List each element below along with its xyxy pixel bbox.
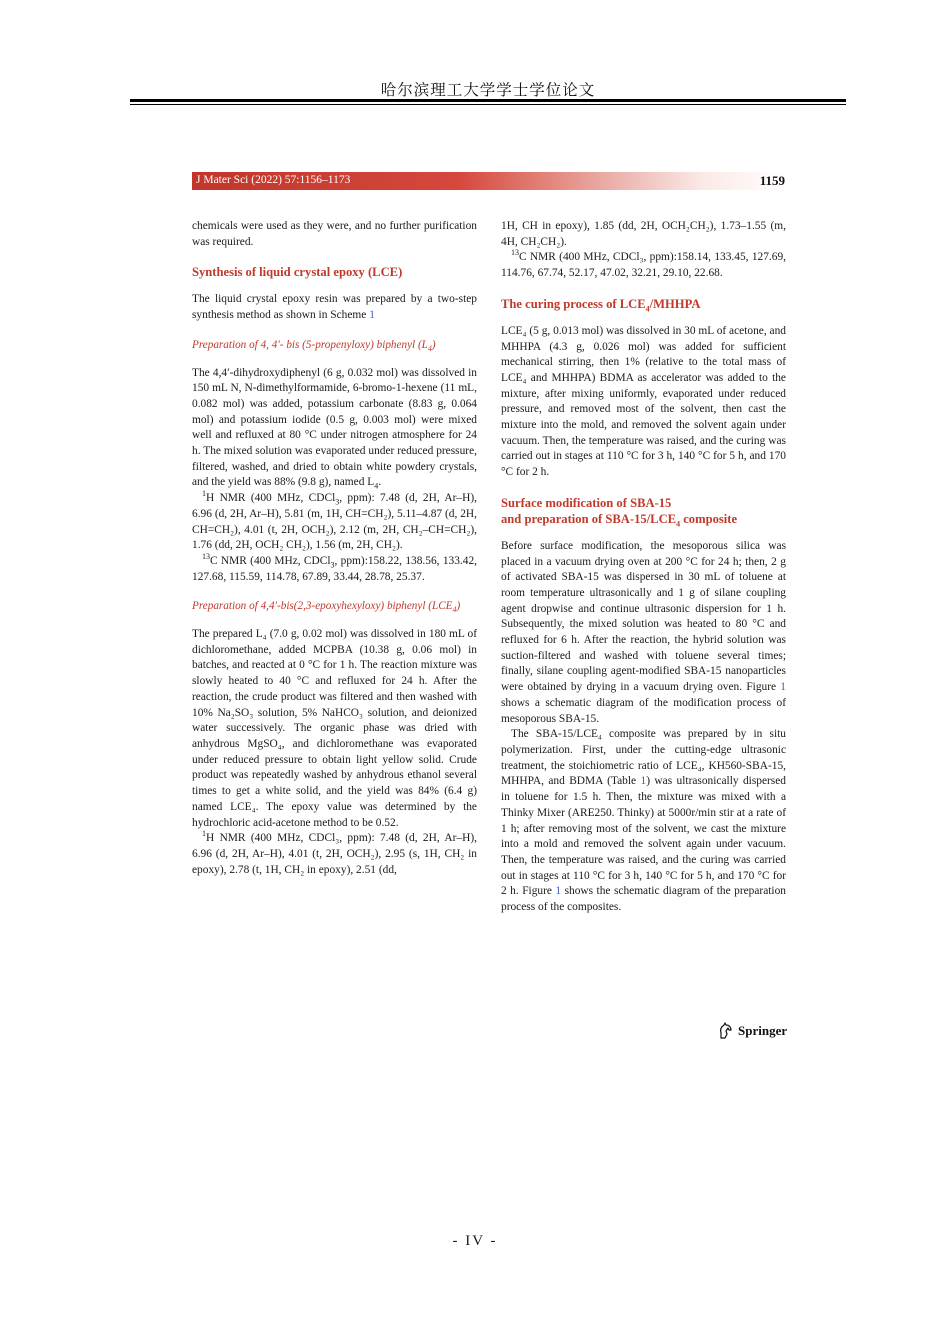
paragraph-composite: [501, 727, 786, 915]
paragraph-text: The 4,4′-dihydroxydiphenyl (6 g, 0.032 mol) was dissolved in 150 mL N, N-dimethylformamide, 6-bromo-1-hexene (11 mL, 0.082 mol) was added, potassium carbonate (8.83 g, 0.064 mol) and potassium iodide (0.5 g, 0.003 mol) were mixed well and refluxed at 80 °C under nitrogen atmosphere for 24 h. The mixed solution was evaporated under reduced pressure, filtered, washed, and dried to obtain white powdery crystals, and the yield was 88% (9.8 g), named L: [192, 366, 477, 489]
page-number: - IV -: [452, 1233, 498, 1249]
subscript: 4: [645, 304, 650, 314]
header-rule-thin: [130, 104, 846, 105]
journal-citation: J Mater Sci (2022) 57:1156–1173: [196, 174, 351, 186]
subscript: 4: [676, 519, 681, 529]
journal-header-bar: [192, 172, 786, 190]
paragraph-text: C NMR (400 MHz, CDCl: [210, 554, 331, 567]
figure-link[interactable]: 1: [780, 681, 786, 694]
subscript: 4: [452, 605, 457, 615]
paragraph-hnmr-lce4: [192, 831, 477, 878]
scheme-link[interactable]: 1: [369, 309, 375, 322]
paragraph-surface-mod: [501, 539, 786, 727]
header-rule-thick: [130, 99, 846, 102]
paragraph-cnmr-lce4: [501, 250, 786, 281]
paragraph-chemicals: chemicals were used as they were, and no further purification was required.: [192, 220, 477, 248]
table-link[interactable]: 1: [640, 775, 647, 788]
paragraph-text: ) was ultrasonically dispersed in toluene for 1.5 h. Then, the mixture was mixed with a Thinky Mixer (ARE250. Thinky) at 5000r/min stir at a rate of 1 h; after removing most of the solvent, we cast the mixture into a mold and removed the solvent again under vacuum. Then, the temperature was raised, and the curing was carried out in stages at 110 °C for 3 h, 140 °C for 5 h, and 170 °C for 2 h. Figure: [501, 775, 786, 898]
heading-text: and preparation of SBA-15/LCE: [501, 511, 677, 526]
subscript: 4: [427, 344, 432, 354]
journal-page-number: 1159: [759, 173, 785, 188]
paragraph-curing: LCE₄ (5 g, 0.013 mol) was dissolved in 30 mL of acetone, and MHHPA (4.3 g, 0.026 mol) was added for sufficient mechanical stirring, then 1% (relative to the total mass of LCE₄ and MHHPA) BDMA as accelerator was added to the mixture, after mixing uniformly, evaporated under reduced pressure, and removed most of the solvent, then cast the mixture into the mold, and removed the solvent again under vacuum. Then, the temperature was raised, and the curing was carried out in stages at 110 °C for 3 h, 140 °C for 5 h, and 170 °C for 2 h.: [501, 324, 786, 479]
springer-horse-icon: [718, 1022, 734, 1039]
right-column: [501, 219, 786, 916]
section-heading-lce: Synthesis of liquid crystal epoxy (LCE): [192, 265, 403, 280]
subsection-heading-lce4: [192, 599, 477, 615]
subscript: 3: [330, 560, 335, 570]
paragraph-lce4-prep: The prepared L₄ (7.0 g, 0.02 mol) was dissolved in 180 mL of dichloromethane, added MCPBA (10.38 g, 0.06 mol) in batches, and reacted at 0 °C for 1 h. The reaction mixture was slowly heated to 40 °C and refluxed for 24 h. After the reaction, the crude product was filtered and then washed with 10% Na₂SO₃ solution, 5% NaHCO₃ solution, and deionized water successively. The organic phase was dried with anhydrous MgSO₄, and dichloromethane was evaporated under reduced pressure to obtain light yellow solid. Crude product was repeatedly washed by anhydrous ethanol several times to get a white solid, and the yield was 84% (6.4 g) named LCE₄. The epoxy value was determined by the hydrochloric acid-acetone method to be 0.52.: [192, 628, 477, 829]
paragraph-hnmr-cont: 1H, CH in epoxy), 1.85 (dd, 2H, OCH₂CH₂), 1.73–1.55 (m, 4H, CH₂CH₂).: [501, 220, 786, 248]
paragraph-text: The liquid crystal epoxy resin was prepared by a two-step synthesis method as shown in Scheme: [192, 293, 477, 322]
heading-text: ): [456, 600, 461, 613]
heading-text: Preparation of 4,4′-bis(2,3-epoxyhexyloxy) biphenyl (LCE: [192, 600, 453, 613]
paragraph-text: H NMR (400 MHz, CDCl₃, ppm): 7.48 (d, 2H, Ar–H), 6.96 (d, 2H, Ar–H), 4.01 (t, 2H, OCH₂), 2.95 (s, 1H, CH₂ in epoxy), 2.78 (t, 1H, CH₂ in epoxy), 2.51 (dd,: [192, 832, 477, 876]
superscript: 13: [202, 552, 210, 562]
heading-text: ): [431, 338, 436, 351]
section-heading-curing: [501, 296, 786, 312]
paragraph-l4-prep: [192, 366, 477, 492]
heading-text: Preparation of 4, 4′- bis (5-propenyloxy) biphenyl (L: [192, 338, 428, 351]
left-column: [192, 219, 477, 878]
heading-text: composite: [680, 511, 738, 526]
paragraph-text: The SBA-15/LCE₄ composite was prepared by in situ polymerization. First, under the cutting-edge ultrasonic treatment, the stoichiometric ratio of LCE₄, KH560-SBA-15, MHHPA, and BDMA (Table: [501, 728, 786, 788]
heading-text: Surface modification of SBA-15: [501, 495, 672, 510]
section-heading-surface: [501, 495, 786, 527]
paragraph-text: , ppm): 7.48 (d, 2H, Ar–H), 6.96 (d, 2H, Ar–H), 5.81 (m, 1H, CH=CH₂), 5.11–4.87 (d, 2H, CH=CH₂), 4.01 (t, 2H, OCH₂), 2.12 (m, 2H, CH₂–CH=CH₂), 1.76 (dd, 2H, OCH₂ CH₂), 1.56 (m, 2H, CH₂).: [192, 492, 477, 552]
thesis-header: 哈尔滨理工大学学士学位论文: [380, 81, 596, 99]
paragraph-text: Before surface modification, the mesoporous silica was placed in a vacuum drying oven at 200 °C for 24 h; then, 2 g of activated SBA-15 was dispersed in 30 mL of toluene at room temperature ultrasonically and 1 g of silane coupling agent dropwise and continue ultrasonic dispersion for 1 h. Subsequently, the mixed solution was heated to 80 °C and refluxed for 6 h. After the reaction, the hybrid solution was suction-filtered and washed with toluene several times; finally, silane coupling agent-modified SBA-15 nanoparticles were obtained by drying in a vacuum drying oven. Figure: [501, 539, 786, 694]
paragraph-text: C NMR (400 MHz, CDCl₃, ppm):158.14, 133.45, 127.69, 114.76, 67.74, 52.17, 47.02, 32.21, 29.10, 22.68.: [501, 251, 786, 280]
publisher-name: Springer: [738, 1022, 788, 1038]
paragraph-text: shows the schematic diagram of the preparation process of the composites.: [501, 885, 786, 914]
springer-logo: [718, 1022, 787, 1039]
subsection-heading-l4: [192, 338, 477, 354]
heading-text: The curing process of LCE: [501, 296, 646, 311]
superscript: 1: [202, 829, 206, 839]
paragraph-text: , ppm):158.22, 138.56, 133.42, 127.68, 115.59, 114.78, 67.89, 33.44, 28.78, 25.37.: [192, 554, 477, 583]
paragraph-cnmr-l4: [192, 554, 477, 585]
subscript: 4: [374, 481, 379, 491]
superscript: 1: [202, 489, 206, 499]
paragraph-text: H NMR (400 MHz, CDCl: [206, 492, 336, 505]
paragraph-hnmr-l4: [192, 491, 477, 554]
paragraph-two-step: [192, 292, 477, 323]
figure-link[interactable]: 1: [555, 885, 562, 898]
subscript: 3: [335, 497, 340, 507]
paragraph-text: .: [378, 476, 382, 489]
superscript: 13: [511, 248, 519, 258]
paragraph-text: shows a schematic diagram of the modification process of mesoporous SBA-15.: [501, 696, 786, 725]
heading-text: /MHHPA: [649, 296, 701, 311]
